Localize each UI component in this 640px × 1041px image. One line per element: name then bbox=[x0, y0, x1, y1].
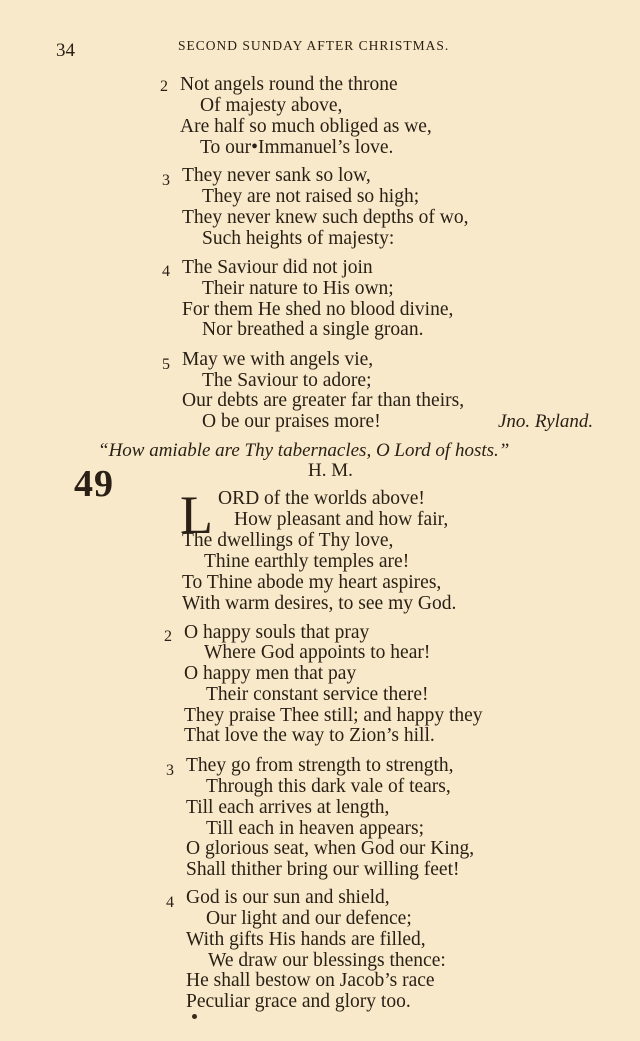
drop-cap: L bbox=[180, 485, 213, 545]
verse-line: Through this dark vale of tears, bbox=[206, 776, 451, 797]
verse-line: They are not raised so high; bbox=[202, 186, 420, 207]
verse-line: Our light and our defence; bbox=[206, 908, 412, 929]
verse-line: Are half so much obliged as we, bbox=[180, 116, 432, 137]
verse-line: To Thine abode my heart aspires, bbox=[182, 572, 442, 593]
verse-line: O be our praises more! bbox=[202, 411, 381, 432]
verse-line: They go from strength to strength, bbox=[186, 755, 454, 776]
verse-line: The dwellings of Thy love, bbox=[182, 530, 394, 551]
stanza-number: 4 bbox=[166, 894, 174, 911]
verse-line: They praise Thee still; and happy they bbox=[184, 705, 483, 726]
verse-line: God is our sun and shield, bbox=[186, 887, 390, 908]
verse-line: Nor breathed a single groan. bbox=[202, 319, 424, 340]
verse-line: With gifts His hands are filled, bbox=[186, 929, 426, 950]
verse-line: Shall thither bring our willing feet! bbox=[186, 859, 460, 880]
stanza-number: 2 bbox=[160, 78, 168, 95]
verse-line: Our debts are greater far than theirs, bbox=[182, 390, 465, 411]
ink-spot bbox=[192, 1014, 197, 1019]
verse-line: The Saviour did not join bbox=[182, 257, 373, 278]
verse-line: Peculiar grace and glory too. bbox=[186, 991, 411, 1012]
stanza-number: 2 bbox=[164, 628, 172, 645]
stanza-number: 5 bbox=[162, 356, 170, 373]
page-number: 34 bbox=[56, 40, 75, 61]
stanza-number: 3 bbox=[162, 172, 170, 189]
verse-line: Where God appoints to hear! bbox=[204, 642, 431, 663]
hymn-epigraph: “How amiable are Thy tabernacles, O Lord of hosts.” bbox=[98, 440, 510, 461]
verse-line: They never sank so low, bbox=[182, 165, 371, 186]
verse-line: O happy men that pay bbox=[184, 663, 357, 684]
verse-line: Thine earthly temples are! bbox=[204, 551, 410, 572]
verse-line: Not angels round the throne bbox=[180, 74, 398, 95]
verse-line: To our•Immanuel’s love. bbox=[200, 137, 394, 158]
verse-line: Of majesty above, bbox=[200, 95, 343, 116]
verse-line: Such heights of majesty: bbox=[202, 228, 395, 249]
stanza-number: 3 bbox=[166, 762, 174, 779]
running-head: SECOND SUNDAY AFTER CHRISTMAS. bbox=[178, 38, 450, 53]
verse-line: How pleasant and how fair, bbox=[234, 509, 449, 530]
verse-line: May we with angels vie, bbox=[182, 349, 374, 370]
verse-line: Till each arrives at length, bbox=[186, 797, 390, 818]
verse-line: With warm desires, to see my God. bbox=[182, 593, 457, 614]
hymn-author: Jno. Ryland. bbox=[498, 411, 594, 432]
verse-line: Their constant service there! bbox=[206, 684, 429, 705]
hymn-number: 49 bbox=[74, 463, 114, 505]
verse-line: O glorious seat, when God our King, bbox=[186, 838, 475, 859]
verse-line: They never knew such depths of wo, bbox=[182, 207, 469, 228]
verse-line: ORD of the worlds above! bbox=[218, 488, 425, 509]
verse-line: He shall bestow on Jacob’s race bbox=[186, 970, 435, 991]
verse-line: The Saviour to adore; bbox=[202, 370, 372, 391]
hymn-meter: H. M. bbox=[308, 460, 353, 481]
stanza-number: 4 bbox=[162, 263, 170, 280]
verse-line: O happy souls that pray bbox=[184, 622, 370, 643]
verse-line: Their nature to His own; bbox=[202, 278, 394, 299]
verse-line: That love the way to Zion’s hill. bbox=[184, 725, 435, 746]
verse-line: We draw our blessings thence: bbox=[208, 950, 446, 971]
verse-line: Till each in heaven appears; bbox=[206, 818, 425, 839]
verse-line: For them He shed no blood divine, bbox=[182, 299, 454, 320]
